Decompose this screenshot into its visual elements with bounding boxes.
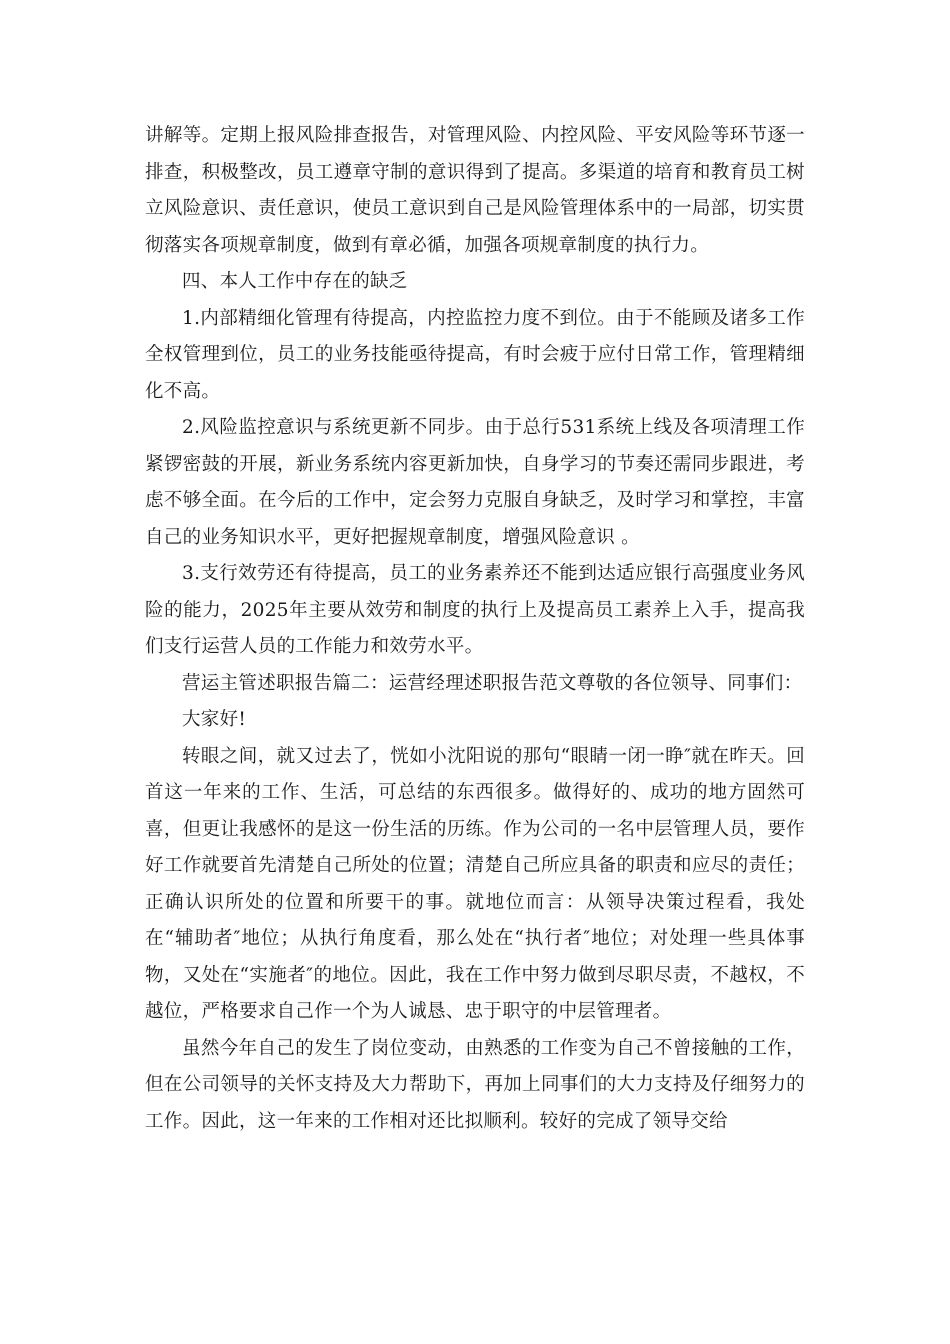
- section-heading-shortcomings: 四、本人工作中存在的缺乏: [182, 271, 408, 292]
- paragraph-position-change: 虽然今年自己的发生了岗位变动，由熟悉的工作变为自己不曾接触的工作，但在公司领导的关怀支持及大力帮助下，再加上同事们的大力支持及仔细努力的工作。因此，这一年来的工作相对还比拟顺利。较好的完成了领导交给: [145, 1037, 805, 1132]
- paragraph-item-1: 1.内部精细化管理有待提高，内控监控力度不到位。由于不能顾及诸多工作全权管理到位，员工的业务技能亟待提高，有时会疲于应付日常工作，管理精细化不高。: [145, 307, 805, 402]
- document-body: [145, 118, 805, 1140]
- paragraph-report-two-title: 营运主管述职报告篇二：运营经理述职报告范文尊敬的各位领导、同事们：: [182, 672, 803, 694]
- paragraph-item-3: 3.支行效劳还有待提高，员工的业务素养还不能到达适应银行高强度业务风险的能力，2025年主要从效劳和制度的执行上及提高员工素养上入手，提高我们支行运营人员的工作能力和效劳水平。: [145, 563, 805, 657]
- paragraph-greeting: 大家好!: [182, 709, 247, 730]
- paragraph-risk-training: 讲解等。定期上报风险排查报告，对管理风险、内控风险、平安风险等环节逐一排查，积极整改，员工遵章守制的意识得到了提高。多渠道的培育和教育员工树立风险意识、责任意识，使员工意识到自己是风险管理体系中的一局部，切实贯彻落实各项规章制度，做到有章必循，加强各项规章制度的执行力。: [145, 125, 805, 256]
- paragraph-item-2: 2.风险监控意识与系统更新不同步。由于总行531系统上线及各项清理工作紧锣密鼓的开展，新业务系统内容更新加快，自身学习的节奏还需同步跟进，考虑不够全面。在今后的工作中，定会努力克服自身缺乏，及时学习和掌控，丰富自己的业务知识水平，更好把握规章制度，增强风险意识 。: [145, 417, 805, 548]
- paragraph-year-review: 转眼之间，就又过去了，恍如小沈阳说的那句“眼睛一闭一睁″就在昨天。回首这一年来的工作、生活，可总结的东西很多。做得好的、成功的地方固然可喜，但更让我感怀的是这一份生活的历练。作为公司的一名中层管理人员，要作好工作就要首先清楚自己所处的位置；清楚自己所应具备的职责和应尽的责任；正确认识所处的位置和所要干的事。就地位而言：从领导决策过程看，我处在“辅助者″地位；从执行角度看，那么处在“执行者″地位；对处理一些具体事物，又处在“实施者″的地位。因此，我在工作中努力做到尽职尽责，不越权，不越位，严格要求自己作一个为人诚恳、忠于职守的中层管理者。: [145, 745, 805, 1022]
